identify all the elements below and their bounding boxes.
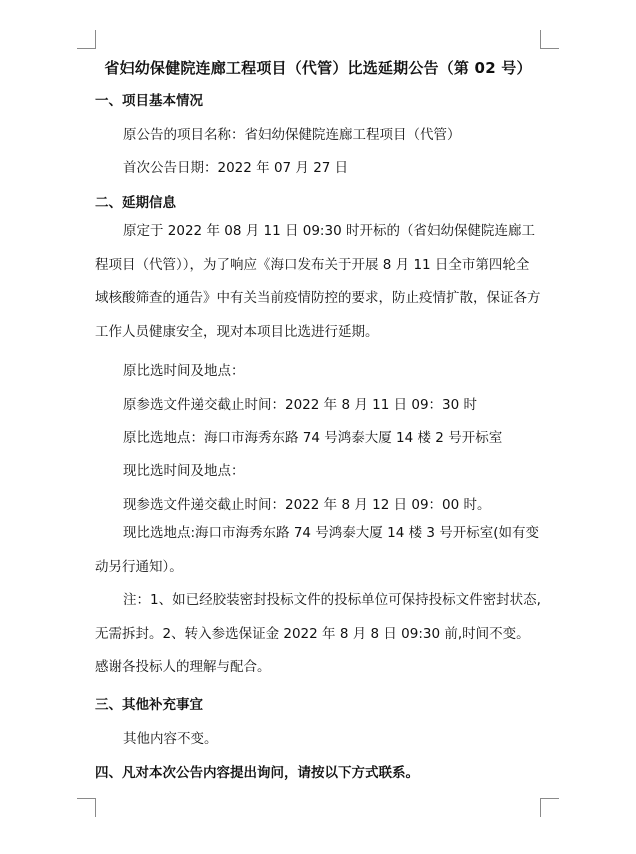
page-corner-mark-bottom-left xyxy=(77,798,96,817)
original-project-name: 原公告的项目名称：省妇幼保健院连廊工程项目（代管） xyxy=(123,127,461,143)
section-4-heading: 四、凡对本次公告内容提出询问，请按以下方式联系。 xyxy=(95,765,419,781)
new-submission-deadline: 现参选文件递交截止时间：2022 年 8 月 12 日 09：00 时。 xyxy=(123,497,491,513)
first-announcement-date: 首次公告日期：2022 年 07 月 27 日 xyxy=(123,160,349,176)
other-matters-text: 其他内容不变。 xyxy=(123,731,218,747)
original-time-place-label: 原比选时间及地点： xyxy=(123,363,245,379)
section-3-heading: 三、其他补充事宜 xyxy=(95,697,203,713)
note-paragraph: 注：1、如已经胶装密封投标文件的投标单位可保持投标文件密封状态,无需拆封。2、转入参选保证金 2022 年 8 月 8 日 09:30 前,时间不变。感谢各投标人的理解与配合。 xyxy=(95,592,541,676)
original-venue: 原比选地点：海口市海秀东路 74 号鸿泰大厦 14 楼 2 号开标室 xyxy=(123,430,503,446)
page-corner-mark-top-left xyxy=(77,30,96,49)
section-2-heading: 二、延期信息 xyxy=(95,195,176,211)
new-venue: 现比选地点:海口市海秀东路 74 号鸿泰大厦 14 楼 3 号开标室(如有变动另行通知）。 xyxy=(95,525,540,575)
section-1-heading: 一、项目基本情况 xyxy=(95,93,203,109)
document-title: 省妇幼保健院连廊工程项目（代管）比选延期公告（第 02 号） xyxy=(104,59,532,77)
page-corner-mark-bottom-right xyxy=(540,798,559,817)
original-submission-deadline: 原参选文件递交截止时间：2022 年 8 月 11 日 09：30 时 xyxy=(123,397,478,413)
new-time-place-label: 现比选时间及地点： xyxy=(123,463,245,479)
document-page xyxy=(95,52,541,781)
extension-paragraph: 原定于 2022 年 08 月 11 日 09:30 时开标的（省妇幼保健院连廊工程项目（代管）），为了响应《海口发布关于开展 8 月 11 日全市第四轮全域核酸筛查的通告》中有关当前疫情防控的要求，防止疫情扩散，保证各方工作人员健康安全，现对本项目比选进行延期。 xyxy=(95,223,541,340)
page-corner-mark-top-right xyxy=(540,30,559,49)
